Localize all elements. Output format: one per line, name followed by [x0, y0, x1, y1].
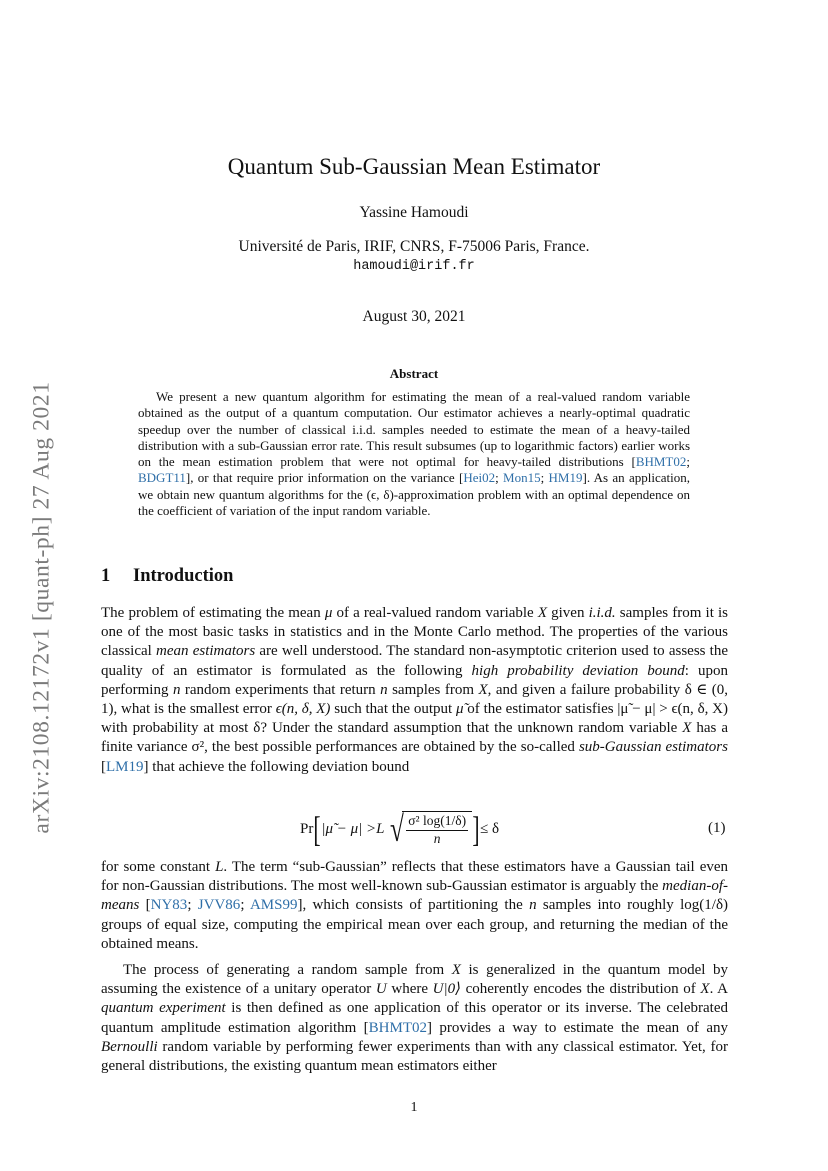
arxiv-stamp: arXiv:2108.12172v1 [quant-ph] 27 Aug 2021 — [28, 381, 55, 834]
abstract-text: We present a new quantum algorithm for estimating the mean of a real-valued random variable obtained as the output of a quantum computation. Our estimator achieves a nearly-optimal quadratic speedup over the number of classical i.i.d. samples needed to estimate the mean of a heavy-tailed distribution with a sub-Gaussian error rate. This result subsumes (up to logarithmic factors) earlier works on the mean estimation problem that were not optimal for heavy-tailed distributions [BHMT02; BDGT11], or that require prior information on the variance [Hei02; Mon15; HM19]. As an application, we obtain new quantum algorithms for the (ϵ, δ)-approximation problem with an optimal dependence on the coefficient of variation of the input random variable. — [138, 389, 691, 519]
abstract-heading: Abstract — [389, 366, 439, 381]
citation-link[interactable]: Hei02 — [463, 470, 496, 486]
citation-link[interactable]: NY83 — [150, 897, 188, 914]
citation-link[interactable]: BHMT02 — [368, 1019, 427, 1036]
citation-link[interactable]: Mon15 — [503, 470, 541, 486]
citation-link[interactable]: BHMT02 — [635, 454, 687, 470]
citation-link[interactable]: BDGT11 — [138, 470, 186, 486]
section-heading — [101, 566, 233, 587]
author-email[interactable]: hamoudi@irif.fr — [353, 259, 475, 274]
citation-link[interactable]: JVV86 — [197, 897, 241, 914]
citation-link[interactable]: HM19 — [548, 470, 583, 486]
page-number: 1 — [410, 1100, 418, 1115]
fraction: $\frac{\text{σ² log(1/δ)}}{n}$ — [402, 811, 472, 847]
intro-paragraph-1: The problem of estimating the mean μ of a real-valued random variable X given i.i.d. samples from it is one of the most basic tasks in statistics and in the Monte Carlo method. The properties of the various classical mean estimators are well understood. The standard non-asymptotic criterion used to assess the quality of an estimator is formulated as the following high probability deviation bound: upon performing n random experiments that return n samples from X, and given a failure probability δ ∈ (0, 1), what is the smallest error ϵ(n, δ, X) such that the output μ̃ of the estimator satisfies |μ̃ − μ| > ϵ(n, δ, X) with probability at most δ? Under the standard assumption that the unknown random variable X has a finite variance σ², the best possible performances are obtained by the so-called sub-Gaussian estimators [LM19] that achieve the following deviation bound — [101, 605, 729, 775]
section-number: 1 — [101, 566, 111, 586]
equation-number: (1) — [708, 820, 726, 836]
paper-date: August 30, 2021 — [362, 308, 466, 325]
citation-link[interactable]: LM19 — [106, 758, 144, 775]
equation-1: Pr [ |μ̃ − μ| > L √ $\frac{\text{σ² log(1/δ)}}{n}$ ] ≤ δ — [300, 809, 500, 849]
intro-paragraph-3: The process of generating a random sample from X is generalized in the quantum model by assuming the existence of a unitary operator U where U|0⟩ coherently encodes the distribution of X. A quantum experiment is then defined as one application of this operator or its inverse. The celebrated quantum amplitude estimation algorithm [BHMT02] provides a way to estimate the mean of any Bernoulli random variable by performing fewer experiments than with any classical estimator. Yet, for general distributions, the existing quantum mean estimators either — [101, 962, 728, 1075]
author-affiliation: Université de Paris, IRIF, CNRS, F-75006 Paris, France. — [238, 238, 590, 255]
paper-title: Quantum Sub-Gaussian Mean Estimator — [227, 154, 601, 179]
citation-link[interactable]: AMS99 — [249, 897, 298, 914]
sqrt-expression: √ $\frac{\text{σ² log(1/δ)}}{n}$ — [387, 811, 473, 847]
author-name: Yassine Hamoudi — [359, 204, 469, 221]
intro-paragraph-2: for some constant L. The term “sub-Gaussian” reflects that these estimators have a Gaussian tail even for non-Gaussian distributions. The most well-known sub-Gaussian estimator is arguably the median-of-means [NY83; JVV86; AMS99], which consists of partitioning the n samples into roughly log(1/δ) groups of equal size, computing the empirical mean over each group, and returning the median of the obtained means. — [101, 859, 729, 952]
section-title: Introduction — [133, 566, 234, 586]
